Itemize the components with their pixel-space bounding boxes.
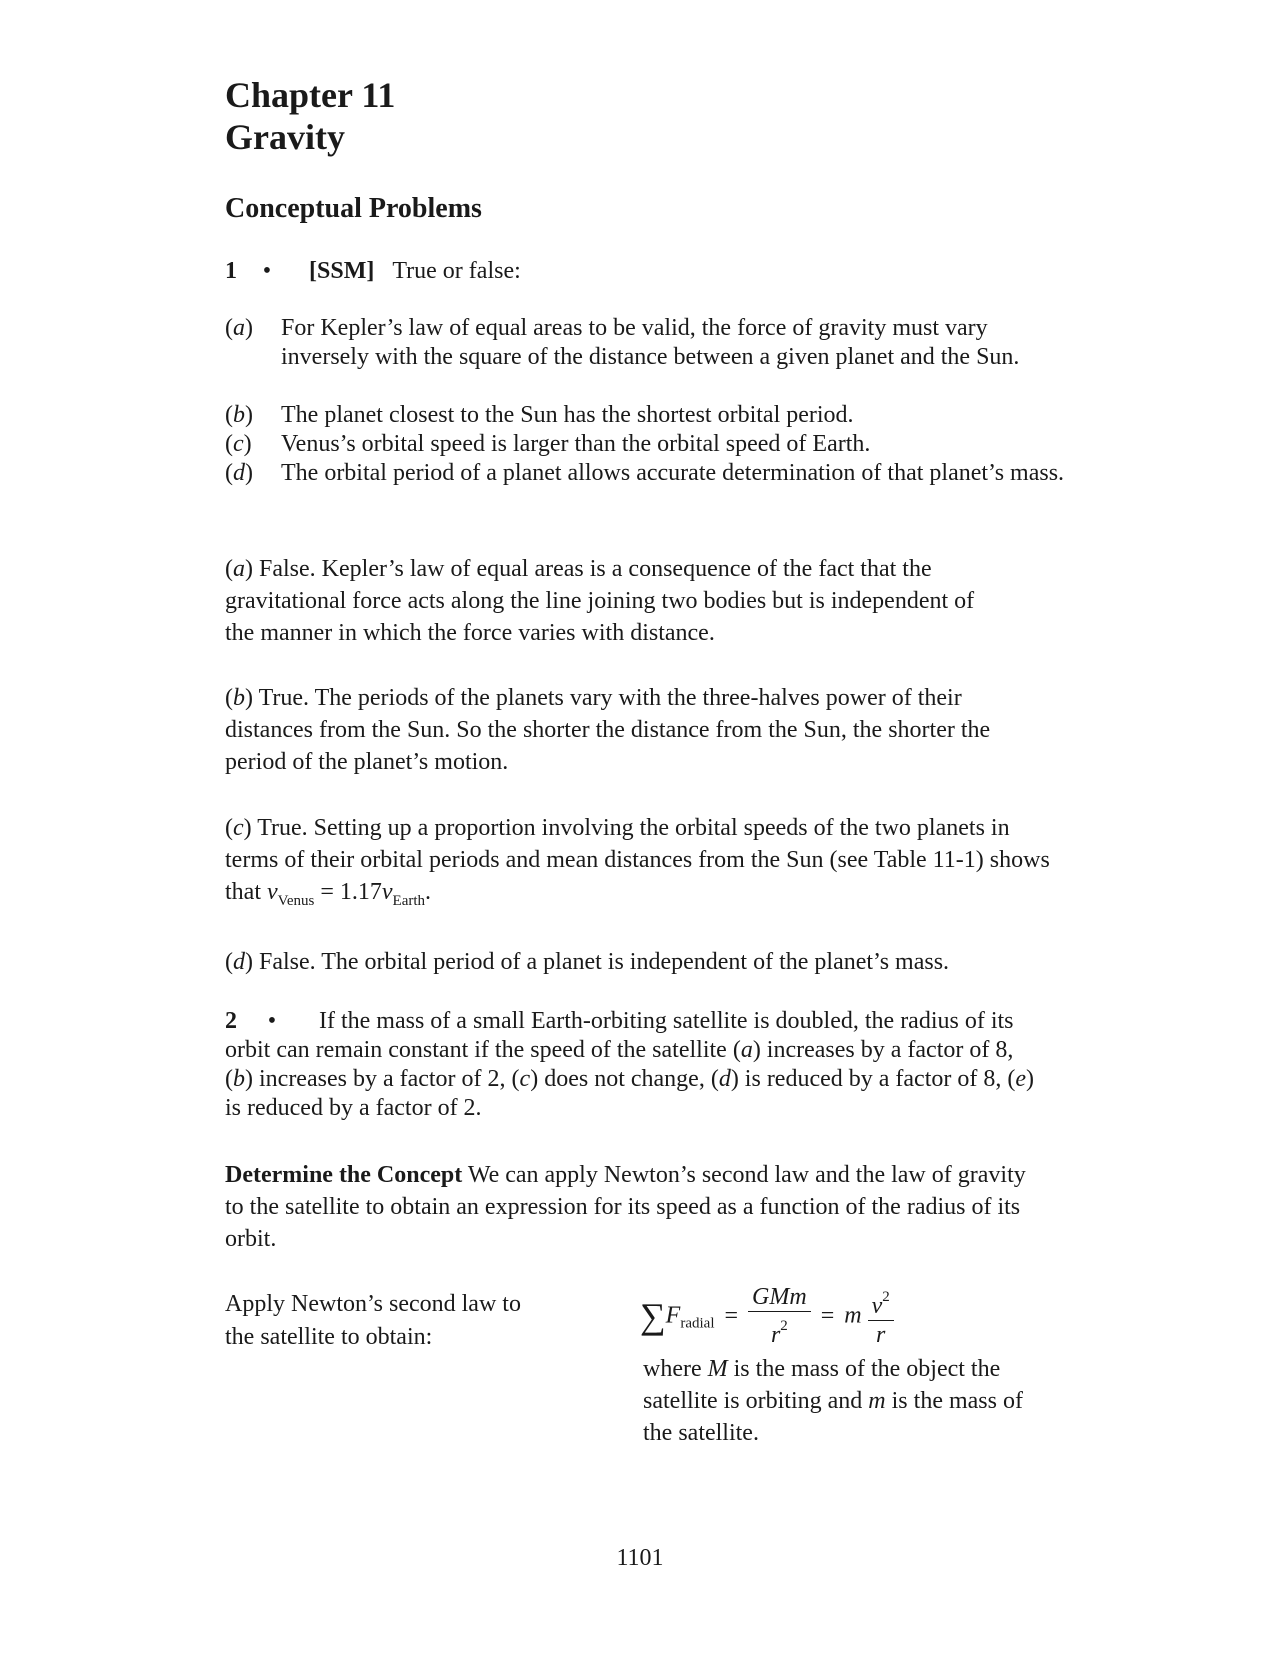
difficulty-bullet: •	[267, 1008, 277, 1034]
concept-label: Determine the Concept	[225, 1162, 463, 1188]
part-text: The orbital period of a planet allows accurate determination of that planet’s mass.	[281, 460, 1065, 486]
problem-number: 1	[225, 258, 237, 284]
part-label: (d)	[225, 460, 253, 486]
answer-b: (b) True. The periods of the planets vary with the three-halves power of their distances from the Sun. So the shorter the distance from the Sun, the shorter the period of the planet’s motion.	[225, 685, 991, 775]
list-item	[225, 430, 1055, 459]
section-heading: Conceptual Problems	[225, 193, 482, 224]
ssm-tag: [SSM]	[309, 258, 375, 284]
fraction-gravity: $\frac{\text{GMm}}{r^2}$	[748, 1283, 811, 1349]
problem-1-header	[225, 256, 521, 286]
part-text: For Kepler’s law of equal areas to be valid, the force of gravity must vary inversely with the square of the distance between a given planet and the Sun.	[281, 315, 1020, 370]
concept-text: We can apply Newton’s second law and the law of gravity to the satellite to obtain an expression for its speed as a function of the radius of its orbit.	[225, 1162, 1026, 1252]
list-item	[225, 314, 1055, 402]
part-text: Venus’s orbital speed is larger than the orbital speed of Earth.	[281, 431, 871, 457]
problem-prompt: True or false:	[392, 258, 521, 284]
chapter-name: Gravity	[225, 117, 345, 157]
where-clause: where M is the mass of the object the satellite is orbiting and m is the mass of the satellite.	[643, 1356, 1023, 1446]
list-item	[225, 459, 1065, 517]
chapter-number: Chapter 11	[225, 75, 396, 115]
determine-concept	[225, 1159, 1035, 1255]
problem-number: 2	[225, 1008, 237, 1034]
velocity-equation: $v_{Venus} = 1.17v_{Earth}$.	[267, 879, 432, 909]
step-label: Apply Newton’s second law to the satellite to obtain:	[225, 1291, 521, 1350]
chapter-title	[225, 74, 395, 158]
list-item	[225, 401, 1055, 430]
answer-d: (d) False. The orbital period of a planet is independent of the planet’s mass.	[225, 949, 950, 975]
answer-c: (c) True. Setting up a proportion involving the orbital speeds of the two planets in terms of their orbital periods and mean distances from the Sun (see Table 11-1) shows that $v_{Venus} = 1.17v_{Earth}$.	[225, 815, 1050, 909]
part-label: (b)	[225, 402, 253, 428]
part-label: (c)	[225, 431, 252, 457]
problem-text: If the mass of a small Earth-orbiting satellite is doubled, the radius of its orbit can remain constant if the speed of the satellite (a) increases by a factor of 8, (b) increases by a factor of 2, (c) does not change, (d) is reduced by a factor of 8, (e) is reduced by a factor of 2.	[225, 1008, 1035, 1121]
problem-2	[225, 1007, 1045, 1123]
part-label: (a)	[225, 315, 253, 341]
fraction-centripetal: $\frac{v^2}{r}$	[868, 1283, 894, 1349]
difficulty-bullet: •	[262, 258, 272, 284]
page-number: 1101	[616, 1545, 664, 1571]
answer-a: (a) False. Kepler’s law of equal areas is a consequence of the fact that the gravitational force acts along the line joining two bodies but is independent of the manner in which the force varies with distance.	[225, 556, 975, 646]
newton-equation: $\sum F_{radial}$ = $\frac{\text{GMm}}{r^2}$ = m $\frac{v^2}{r}$	[640, 1283, 894, 1349]
part-text: The planet closest to the Sun has the shortest orbital period.	[281, 402, 854, 428]
